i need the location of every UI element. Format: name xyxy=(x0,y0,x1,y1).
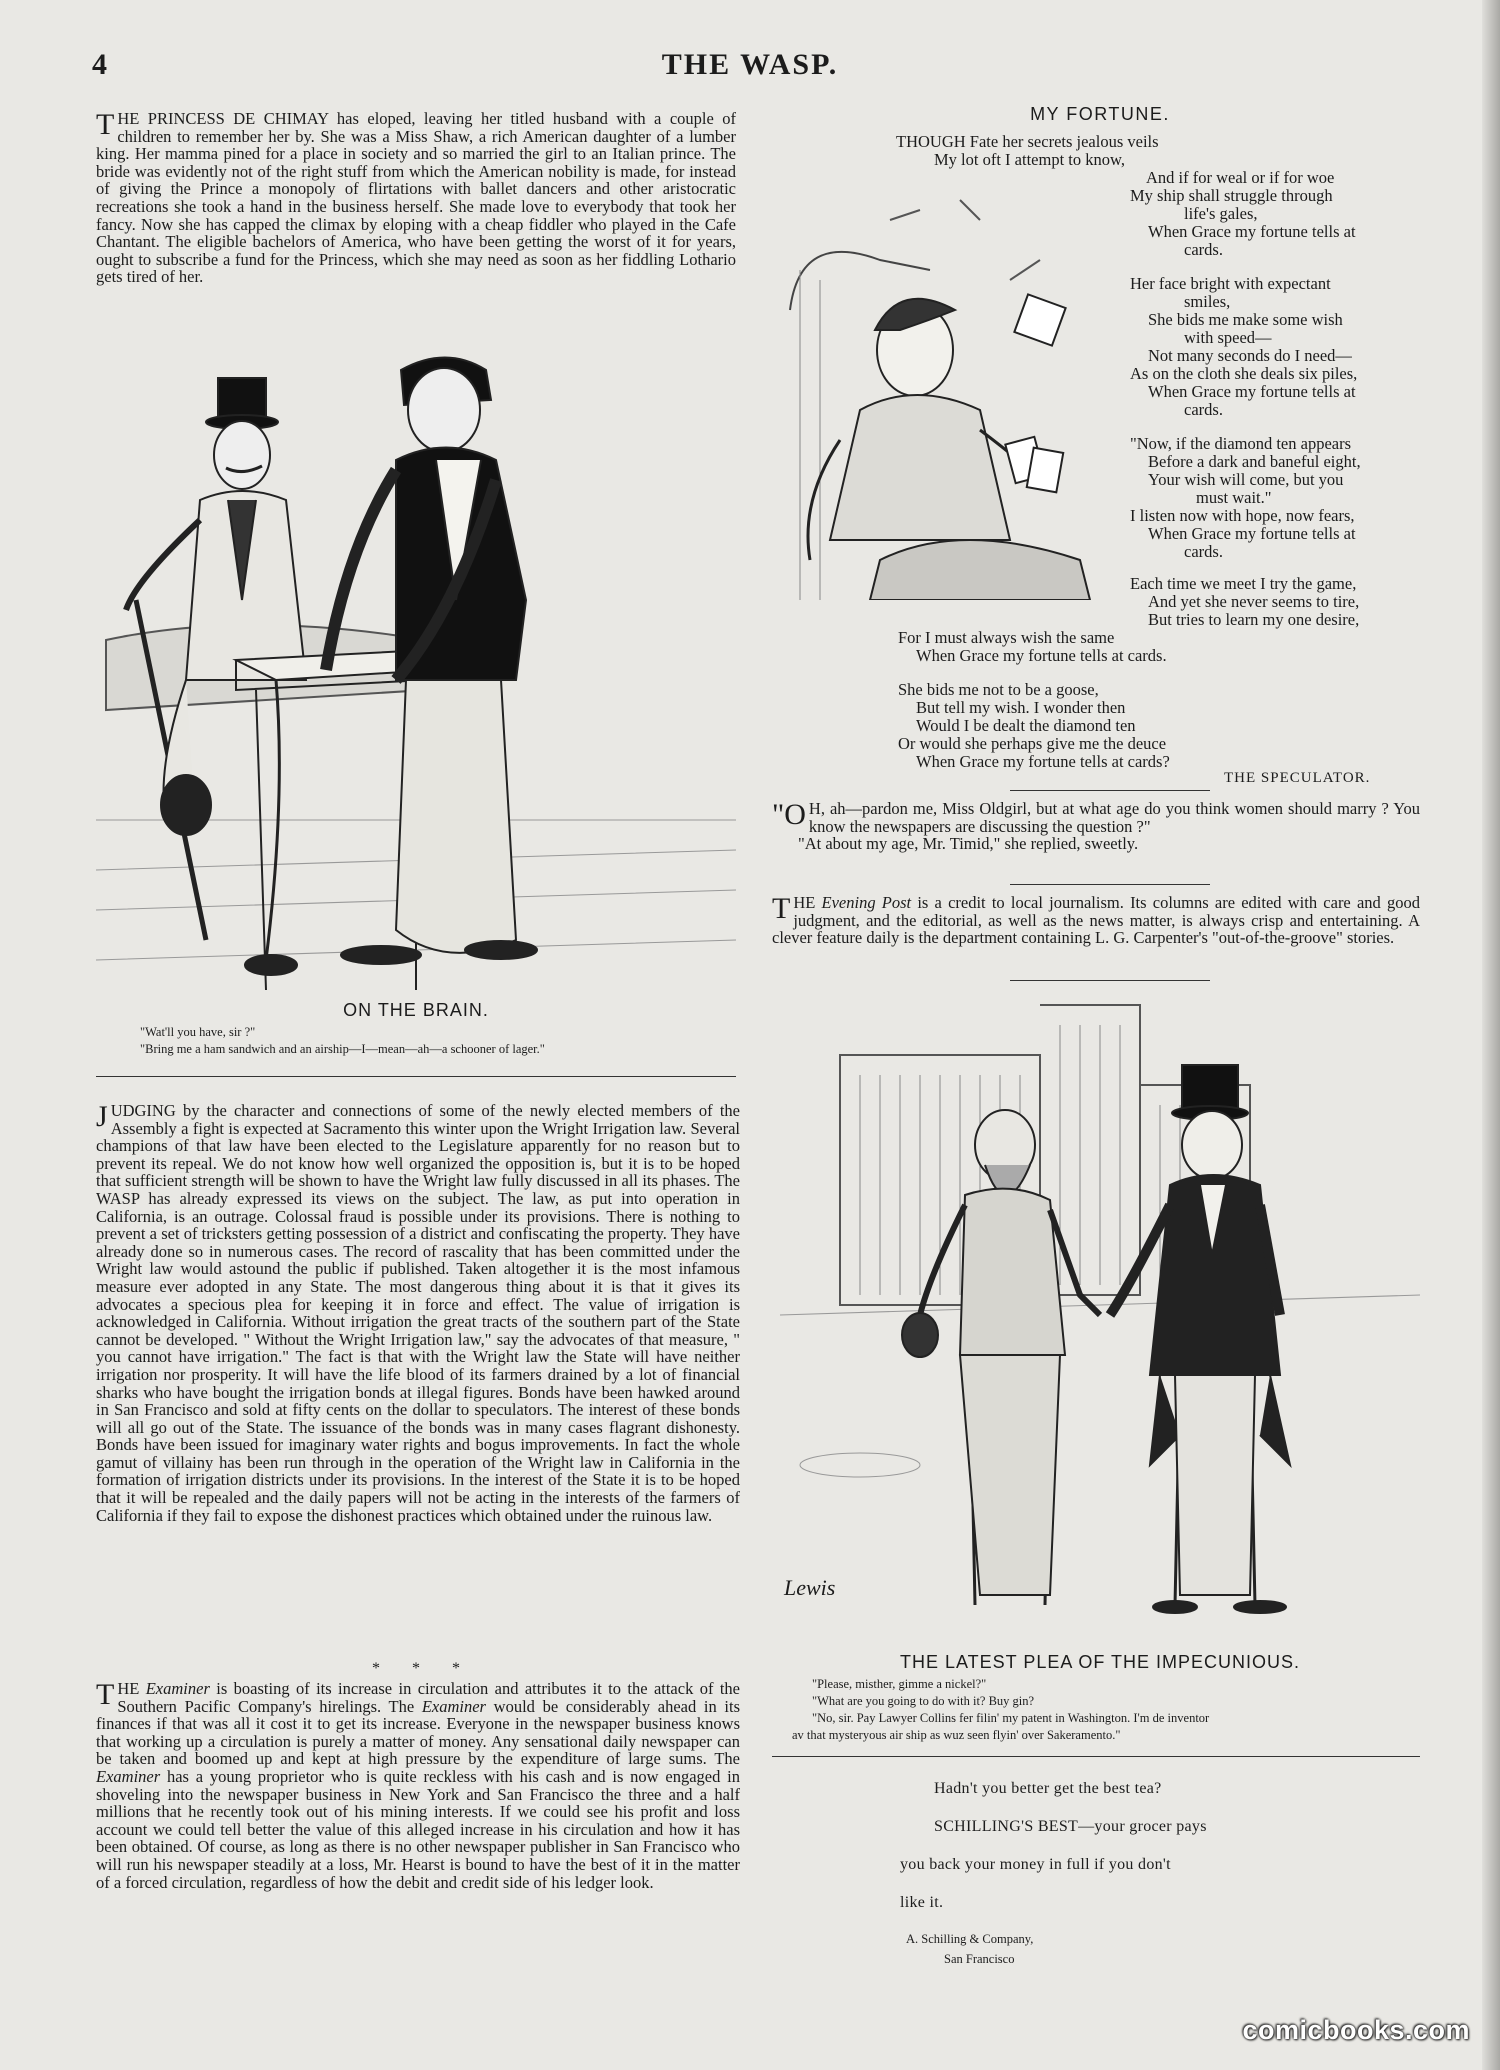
poem-line: cards. xyxy=(1184,240,1223,259)
divider xyxy=(96,1076,736,1077)
poem-line: cards. xyxy=(1184,542,1223,561)
section-stars: * * * xyxy=(372,1660,474,1677)
cartoon2-title: THE LATEST PLEA OF THE IMPECUNIOUS. xyxy=(899,1652,1301,1672)
ad-city: San Francisco xyxy=(944,1952,1015,1966)
cartoon2-caption-line: "Please, misther, gimme a nickel?" xyxy=(812,1677,987,1691)
cartoon1-caption-line: "Wat'll you have, sir ?" xyxy=(140,1025,256,1039)
watermark: comicbooks.com xyxy=(1242,2015,1470,2045)
evening-post-article xyxy=(772,894,1420,947)
cartoon1-title: ON THE BRAIN. xyxy=(343,1000,489,1020)
poem-line: THOUGH Fate her secrets jealous veils xyxy=(896,132,1159,151)
cartoon1-caption-line: "Bring me a ham sandwich and an airship—I—mean—ah—a schooner of lager." xyxy=(140,1042,545,1056)
ad-line: you back your money in full if you don't xyxy=(900,1856,1171,1873)
poem-line: For I must always wish the same xyxy=(898,628,1115,647)
poem-line: When Grace my fortune tells at xyxy=(1148,222,1356,241)
divider xyxy=(1010,980,1210,981)
judging-paragraph: JUDGING by the character and connections of some of the newly elected members of the Assembly a fight is expected at Sacramento this winter upon the Wright Irrigation law. Several champions of that law have been elected to the Legislature apparently for no reason but to prevent its repeal. We do not know how well organized the opposition is, but it is to be hoped that sufficient strength will be shown to have the Wright law fully discussed in all its phases. The WASP has already expressed its views on the subject. The law, as put into operation in California, is an outrage. Colossal fraud is possible under its provisions. There is nothing to prevent a set of tricksters getting possession of a district and confiscating the property. They have already done so in numerous cases. The record of rascality that has been committed under the Wright law would astound the public if published. Taken altogether it is the most infamous measure ever adopted in any State. The most dangerous thing about it is that it gives its advocates a specious plea for keeping it in force and effect. The value of irrigation is acknowledged in California. Without irrigation the great tracts of the southern part of the State cannot be developed. " Without the Wright Irrigation law," say the advocates of that measure, " you cannot have irrigation." The fact is that with the Wright law the State will have neither irrigation nor prosperity. It will have the life blood of its farmers drained by a lot of financial sharks who have bought the irrigation bonds at illegal figures. Bonds have been hawked around in San Francisco and sold at fifty cents on the dollar to speculators. The interest of these bonds will all go out of the State. The issuance of the bonds was in many cases flagrant dishonesty. Bonds have been issued for imaginary water rights and bogus improvements. In fact the whole gamut of villainy has been run through in the operation of the Wright law in California in the formation of irrigation districts under its provisions. In the interest of the State it is to be hoped that it will be repealed and the daily papers will not be acting in the interests of the farmers of California if they fail to expose the dishonest practices which obtained under the ruinous law. xyxy=(96,1100,740,1525)
ad-line: SCHILLING'S BEST—your grocer pays xyxy=(934,1818,1207,1835)
masthead: THE WASP. xyxy=(661,48,839,81)
poem-line: life's gales, xyxy=(1184,204,1258,223)
on-the-brain-cartoon xyxy=(96,350,736,990)
poem-line: cards. xyxy=(1184,400,1223,419)
poem-title: MY FORTUNE. xyxy=(1030,104,1170,124)
poem-line: Each time we meet I try the game, xyxy=(1130,574,1357,593)
cartoon1-caption xyxy=(140,1024,545,1058)
poem-signature: THE SPECULATOR. xyxy=(1224,770,1371,786)
poem-line: She bids me make some wish xyxy=(1148,310,1343,329)
ad-line: like it. xyxy=(900,1894,944,1911)
poem-line: But tell my wish. I wonder then xyxy=(916,698,1126,717)
poem-line: Would I be dealt the diamond ten xyxy=(916,716,1136,735)
examiner-article xyxy=(96,1680,740,1891)
poem-line: But tries to learn my one desire, xyxy=(1148,610,1360,629)
poem-line: When Grace my fortune tells at xyxy=(1148,382,1356,401)
poem-line: When Grace my fortune tells at xyxy=(1148,524,1356,543)
poem-line: "Now, if the diamond ten appears xyxy=(1130,434,1352,453)
poem-line: As on the cloth she deals six piles, xyxy=(1130,364,1358,383)
evening-post-paragraph: THE Evening Post is a credit to local journalism. Its columns are edited with care and good judgment, and the editorial, as well as the news matter, is always crisp and entertaining. A clever feature daily is the department containing L. G. Carpenter's "out-of-the-groove" stories. xyxy=(772,892,1420,948)
oh-reply: "At about my age, Mr. Timid," she replied, sweetly. xyxy=(798,834,1139,854)
page-edge-shadow xyxy=(1482,0,1500,2070)
poem-line: Or would she perhaps give me the deuce xyxy=(898,734,1167,753)
poem-line: smiles, xyxy=(1184,292,1231,311)
poem-line: Your wish will come, but you xyxy=(1148,470,1344,489)
poem-line: When Grace my fortune tells at cards? xyxy=(916,752,1170,771)
poem-line: Her face bright with expectant xyxy=(1130,274,1331,293)
ad-company: A. Schilling & Company, xyxy=(906,1932,1034,1946)
poem-line: Before a dark and baneful eight, xyxy=(1148,452,1361,471)
princess-paragraph: THE PRINCESS DE CHIMAY has eloped, leaving her titled husband with a couple of children to remember her by. She was a Miss Shaw, a rich American daughter of a lumber king. Her mamma pined for a place in society and so married the girl to an Italian prince. The bride was evidently not of the right stuff from which the American nobility is made, for instead of giving the Prince a monopoly of flirtations with ballet dancers and other aristocratic recreations she took a hand in the business herself. She made love to everybody that took her fancy. Now she has capped the climax by eloping with a cheap fiddler who played in the Cafe Chantant. The eligible bachelors of America, who have been getting the worst of it for years, ought to subscribe a fund for the Princess, which she may need as soon as her fiddling Lothario gets tired of her. xyxy=(96,108,736,287)
divider xyxy=(1010,884,1210,885)
oldgirl-joke xyxy=(772,800,1420,853)
poem-line: with speed— xyxy=(1184,328,1272,347)
poem-line: My lot oft I attempt to know, xyxy=(934,150,1125,169)
princess-article xyxy=(96,110,736,286)
poem-line: When Grace my fortune tells at cards. xyxy=(916,646,1167,665)
poem-line: She bids me not to be a goose, xyxy=(898,680,1099,699)
cartoon2-caption-line: "No, sir. Pay Lawyer Collins fer filin' my patent in Washington. I'm de inventor xyxy=(812,1711,1210,1725)
irrigation-article xyxy=(96,1102,740,1524)
poem-line: And yet she never seems to tire, xyxy=(1148,592,1360,611)
poem-line: I listen now with hope, now fears, xyxy=(1130,506,1355,525)
cartoon2-caption xyxy=(792,1676,1210,1744)
page-number: 4 xyxy=(92,48,107,81)
poem-line: My ship shall struggle through xyxy=(1130,186,1333,205)
poem-line: must wait." xyxy=(1196,488,1272,507)
fortune-teller-illustration xyxy=(780,180,1100,600)
cartoon2-caption-line: av that mysteryous air ship as wuz seen flyin' over Sakeramento." xyxy=(792,1728,1121,1742)
artist-signature: Lewis xyxy=(784,1575,836,1600)
cartoon2-caption-line: "What are you going to do with it? Buy gin? xyxy=(812,1694,1035,1708)
poem-line: And if for weal or if for woe xyxy=(1146,168,1335,187)
ad-line: Hadn't you better get the best tea? xyxy=(934,1780,1162,1797)
divider xyxy=(1010,790,1210,791)
divider xyxy=(772,1756,1420,1757)
impecunious-cartoon xyxy=(780,995,1420,1625)
poem-line: Not many seconds do I need— xyxy=(1148,346,1352,365)
oh-paragraph: "OH, ah—pardon me, Miss Oldgirl, but at what age do you think women should marry ? You know the newspapers are discussing the question ?" xyxy=(772,798,1420,836)
examiner-paragraph: THE Examiner is boasting of its increase in circulation and attributes it to the attack of the Southern Pacific Company's hirelings. The Examiner would be considerably ahead in its finances if that was all it cost it to get its increase. Everyone in the newspaper business knows that working up a circulation is purely a matter of money. Any sensational daily newspaper can be taken and boomed up and kept at high pressure by the expenditure of large sums. The Examiner has a young proprietor who is quite reckless with his cash and is now engaged in shoveling into the newspaper business in New York and San Francisco the three and a half millions that he recently took out of his mining interests. If we could see his profit and loss account we could tell better the value of this alleged increase in his circulation and how it has been obtained. Of course, as long as there is no other newspaper publisher in San Francisco who will run his newspaper steadily at a loss, Mr. Hearst is bound to have the best of it in the matter of a forced circulation, regardless of how the debit and credit side of his ledger look. xyxy=(96,1678,741,1892)
